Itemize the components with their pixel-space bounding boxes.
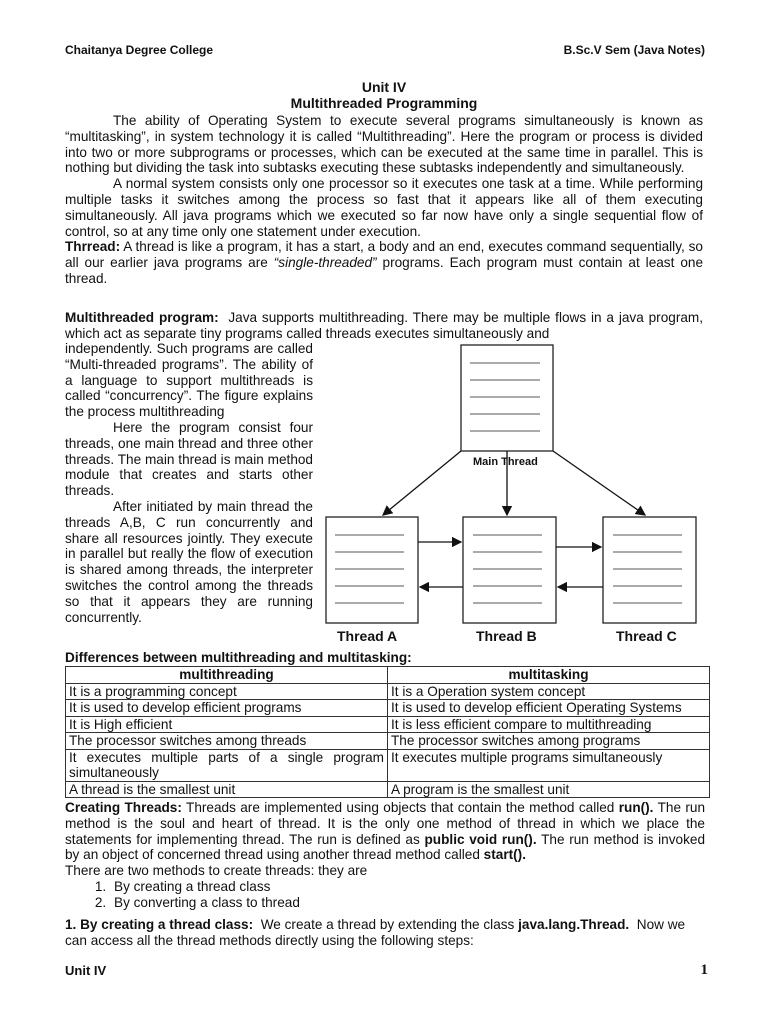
creating-text-1: Threads are implemented using objects that contain the method called — [186, 800, 615, 815]
main-thread-label: Main Thread — [473, 456, 538, 468]
methods-intro: There are two methods to create threads: they are — [65, 863, 368, 879]
narrow-paragraph-1: independently. Such programs are called “Multi-threaded programs”. The ability of a language to support multithreads is called “concurrency”. The figure explains the process multithreading — [65, 341, 313, 420]
list-item: 1. By creating a thread class — [110, 879, 705, 895]
creating-text-3: The run method is invoked by an object of concerned thread using another thread method called — [65, 831, 706, 863]
multithreaded-intro — [65, 310, 703, 342]
multithreaded-text: Java supports multithreading. There may be multiple flows in a java program, which act as separate tiny programs called threads executes simultaneously and — [65, 310, 704, 341]
table-cell: It is High efficient — [66, 716, 388, 733]
table-row — [66, 781, 710, 798]
step-1-text-2: Now we can access all the thread methods directly using the following steps: — [65, 917, 686, 948]
table-cell: The processor switches among programs — [388, 733, 710, 750]
multithreaded-narrow-text — [65, 341, 313, 625]
table-row — [66, 749, 710, 781]
page-title: Multithreaded Programming — [290, 95, 478, 111]
thread-b-label: Thread B — [476, 628, 537, 644]
creating-threads-label: Creating Threads: — [65, 800, 182, 815]
thread-text-a: A thread is like a program, it has a start, a body and an end, executes command sequentially, so all our earlier java programs are — [65, 239, 703, 271]
table-cell: It is a programming concept — [66, 683, 388, 700]
table-cell: The processor switches among threads — [66, 733, 388, 750]
table-cell: It is used to develop efficient programs — [66, 700, 388, 717]
header-course: B.Sc.V Sem (Java Notes) — [563, 43, 705, 57]
table-cell: A program is the smallest unit — [388, 781, 710, 798]
step-1-label: 1. By creating a thread class: — [65, 917, 254, 932]
thread-c-box — [603, 517, 696, 623]
table-row — [66, 716, 710, 733]
multithreaded-label: Multithreaded program: — [65, 310, 219, 325]
intro-paragraph-1: The ability of Operating System to execute several programs simultaneously is known as “multitasking”, in system technology it is called “Multithreading”. Here the program or process is divided into two or more subprograms or processes, which can be executed at the same time in parallel. This is nothing but dividing the task into subtasks executing these subtasks independently and simultaneously. — [65, 113, 703, 176]
arrow-main-to-c — [553, 451, 645, 515]
main-thread-box — [461, 345, 553, 451]
single-threaded-term: “single-threaded” — [273, 255, 377, 271]
narrow-paragraph-3: After initiated by main thread the threads A,B, C run concurrently and share all resources jointly. They execute in parallel but really the flow of execution is shared among threads, the interpreter switches the control among the threads so that it appears they are running concurrently. — [65, 498, 313, 625]
column-header-multitasking: multitasking — [388, 667, 710, 684]
step-1-text-1: We create a thread by extending the class — [260, 917, 515, 932]
narrow-paragraph-2: Here the program consist four threads, one main thread and three other threads. The main thread is main method module that creates and starts other threads. — [65, 419, 313, 499]
unit-title: Unit IV — [361, 79, 407, 95]
footer-unit: Unit IV — [65, 963, 107, 978]
thread-a-label: Thread A — [337, 628, 398, 644]
run-method-term: run(). — [618, 800, 654, 815]
table-cell: A thread is the smallest unit — [66, 781, 388, 798]
methods-list — [65, 879, 705, 911]
step-1-section — [65, 917, 705, 949]
table-cell: It executes multiple parts of a single program simultaneously — [66, 749, 388, 781]
intro-paragraph-2: A normal system consists only one processor so it executes one task at a time. While performing multiple tasks it switches among the process so fast that it appears like all of them executing simultaneously. All java programs which we executed so far now have only a single sequential flow of control, so at any time only one statement under execution. — [65, 176, 703, 239]
table-row — [66, 733, 710, 750]
intro-section — [65, 113, 703, 287]
creating-text-2: The run method is the soul and heart of thread. It is the only one method of thread in which we place the statements for implementing thread. The run is defined as — [65, 800, 706, 847]
start-method-term: start(). — [483, 847, 526, 863]
table-row — [66, 700, 710, 717]
table-cell: It is less efficient compare to multithreading — [388, 716, 710, 733]
creating-threads-section — [65, 800, 705, 911]
differences-table — [65, 666, 710, 798]
thread-a-box — [326, 517, 418, 623]
thread-diagram-svg — [320, 340, 710, 650]
thread-b-box — [463, 517, 556, 623]
creating-threads-paragraph — [65, 800, 705, 863]
table-cell: It executes multiple programs simultaneously — [388, 749, 710, 781]
table-cell: It is used to develop efficient Operating Systems — [388, 700, 710, 717]
list-item: 2. By converting a class to thread — [110, 895, 705, 911]
public-void-run-term: public void run(). — [424, 831, 537, 847]
thread-definition — [65, 239, 703, 286]
table-cell: It is a Operation system concept — [388, 683, 710, 700]
page-number: 1 — [700, 962, 708, 978]
differences-heading: Differences between multithreading and multitasking: — [65, 650, 412, 665]
thread-label: Thrread: — [65, 239, 121, 255]
thread-text-b: programs. Each program must contain at least one thread. — [65, 255, 704, 286]
arrow-main-to-a — [383, 451, 461, 515]
table-row — [66, 683, 710, 700]
column-header-multithreading: multithreading — [66, 667, 388, 684]
header-college-name: Chaitanya Degree College — [65, 43, 214, 57]
multithreaded-section — [65, 310, 703, 342]
java-lang-thread-term: java.lang.Thread. — [518, 917, 630, 932]
thread-diagram — [320, 340, 710, 650]
thread-c-label: Thread C — [616, 628, 677, 644]
table-header-row — [66, 667, 710, 684]
